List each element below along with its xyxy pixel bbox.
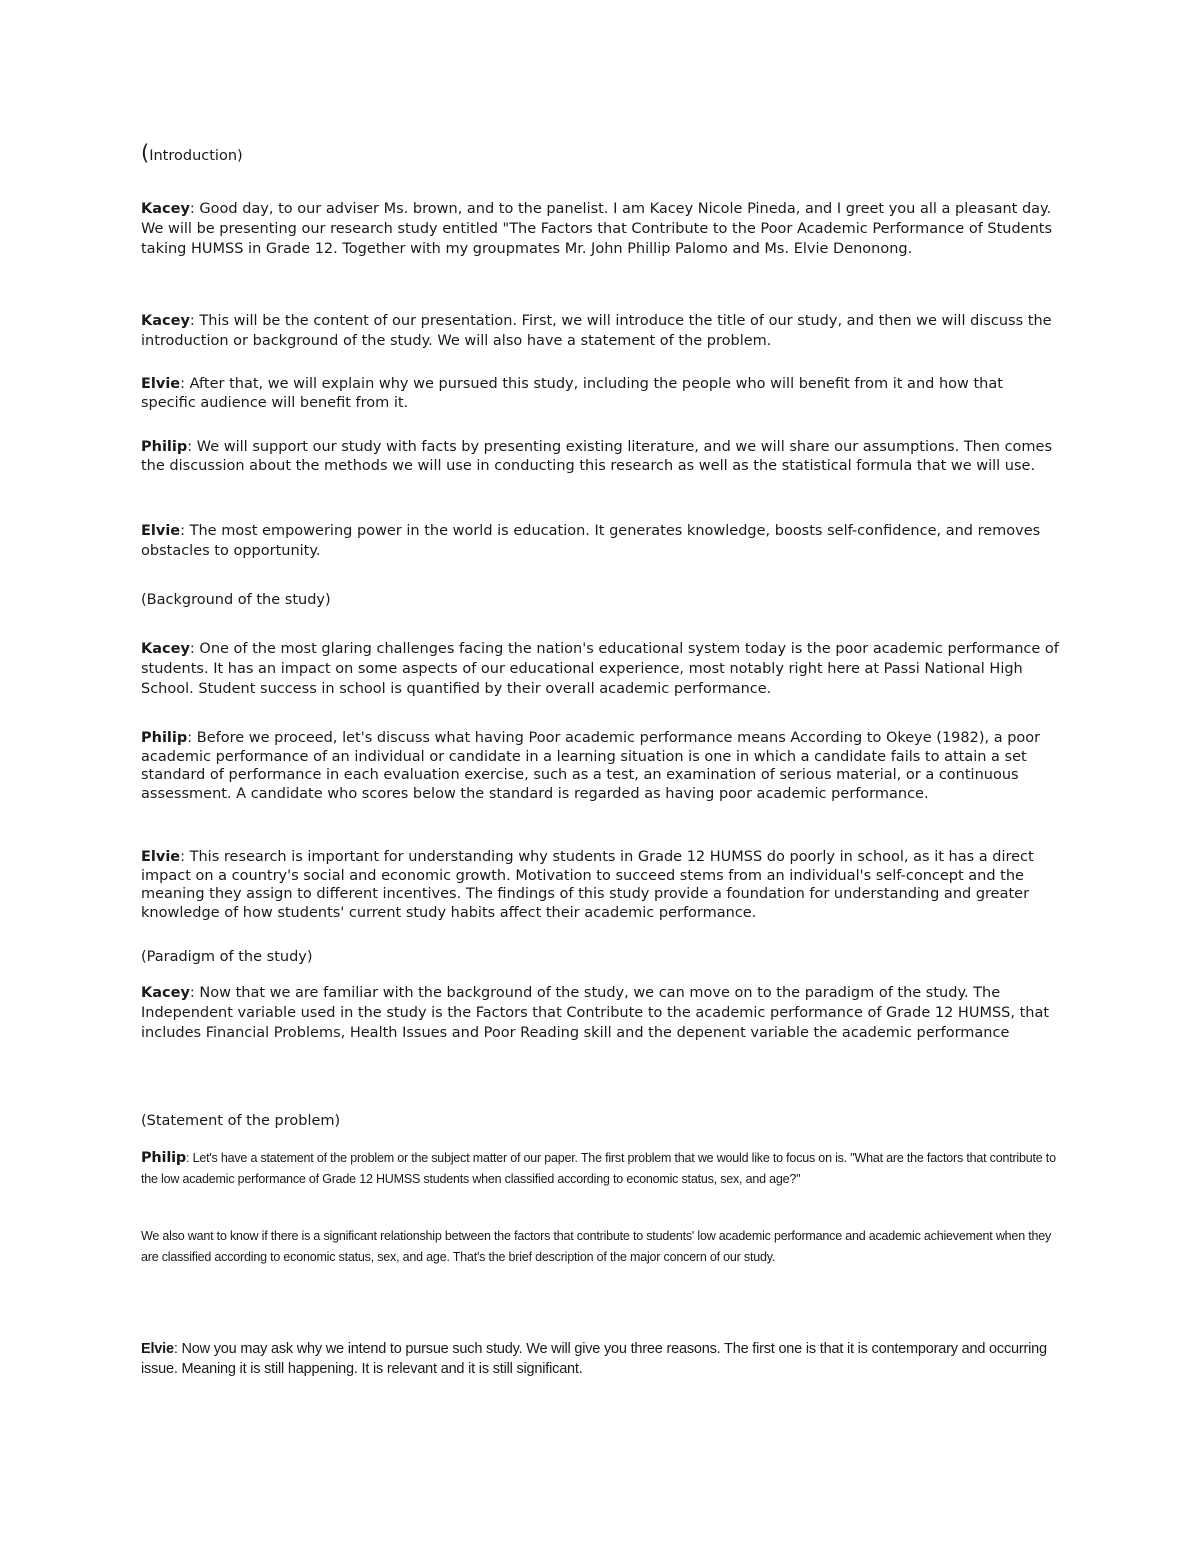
paragraph-philip-problem [141, 1148, 1061, 1189]
paragraph-elvie-education [141, 521, 1061, 561]
paragraph-kacey-greeting [141, 199, 1061, 259]
paragraph-text: : Let's have a statement of the problem or the subject matter of our paper. The first problem that we would like to focus on is. "What are the factors that contribute to the low academic performance of Grade 12 HUMSS students when classified according to economic status, sex, and age?" [141, 1151, 1056, 1186]
paragraph-kacey-challenges [141, 639, 1061, 699]
paragraph-text: : After that, we will explain why we pursued this study, including the people who will benefit from it and how that specific audience will benefit from it. [141, 376, 1003, 411]
speaker-name: Elvie [141, 523, 181, 539]
open-parenthesis: ( [141, 141, 150, 165]
speaker-name: Kacey [141, 641, 190, 657]
paragraph-text: : We will support our study with facts by presenting existing literature, and we will share our assumptions. Then comes the discussion about the methods we will use in conducting this research as well as the statistical formula that we will use. [141, 439, 1053, 474]
speaker-name: Elvie [141, 849, 181, 865]
speaker-name: Kacey [141, 201, 190, 217]
paragraph-kacey-paradigm [141, 983, 1061, 1043]
speaker-name: Elvie [141, 376, 181, 392]
paragraph-text: We also want to know if there is a significant relationship between the factors that contribute to students' low academic performance and academic achievement when they are classified according to economic status, sex, and age. That's the brief description of the major concern of our study. [141, 1229, 1052, 1264]
paragraph-text: : Good day, to our adviser Ms. brown, and to the panelist. I am Kacey Nicole Pineda, and I greet you all a pleasant day. We will be presenting our research study entitled "The Factors that Contribute to the Poor Academic Performance of Students taking HUMSS in Grade 12. Together with my groupmates Mr. John Phillip Palomo and Ms. Elvie Denonong. [141, 201, 1053, 257]
paragraph-kacey-content [141, 311, 1061, 351]
paragraph-philip-definition [141, 729, 1061, 803]
paragraph-elvie-importance [141, 848, 1061, 922]
paragraph-relationship [141, 1226, 1061, 1267]
paragraph-text: : One of the most glaring challenges facing the nation's educational system today is the poor academic performance of students. It has an impact on some aspects of our educational experience, most notably right here at Passi National High School. Student success in school is quantified by their overall academic performance. [141, 641, 1059, 697]
paragraph-elvie-explain [141, 375, 1061, 412]
paragraph-text: : This will be the content of our presentation. First, we will introduce the title of our study, and then we will discuss the introduction or background of the study. We will also have a statement of the problem. [141, 313, 1052, 349]
section-heading-introduction [141, 143, 1061, 166]
speaker-name: Elvie [141, 1341, 174, 1357]
speaker-name: Philip [141, 1150, 187, 1166]
paragraph-elvie-reasons [141, 1339, 1061, 1379]
paragraph-text: : This research is important for understanding why students in Grade 12 HUMSS do poorly in school, as it has a direct impact on a country's social and economic growth. Motivation to succeed stems from an individual's self-concept and the meaning they assign to different incentives. The findings of this study provide a foundation for understanding and greater knowledge of how students' current study habits affect their academic performance. [141, 849, 1034, 921]
speaker-name: Kacey [141, 985, 190, 1001]
section-heading-statement: (Statement of the problem) [141, 1113, 341, 1129]
paragraph-philip-support [141, 438, 1061, 475]
section-heading-background: (Background of the study) [141, 592, 331, 608]
paragraph-text: : Before we proceed, let's discuss what having Poor academic performance means According to Okeye (1982), a poor academic performance of an individual or candidate in a learning situation is one in which a candidate fails to attain a set standard of performance in each evaluation exercise, such as a test, an examination of serious material, or a continuous assessment. A candidate who scores below the standard is regarded as having poor academic performance. [141, 730, 1041, 802]
speaker-name: Philip [141, 730, 188, 746]
paragraph-text: : The most empowering power in the world is education. It generates knowledge, boosts self-confidence, and removes obstacles to opportunity. [141, 523, 1041, 559]
paragraph-text: : Now you may ask why we intend to pursue such study. We will give you three reasons. The first one is that it is contemporary and occurring issue. Meaning it is still happening. It is relevant and it is still significant. [141, 1341, 1047, 1377]
section-heading-paradigm: (Paradigm of the study) [141, 949, 313, 965]
speaker-name: Kacey [141, 313, 190, 329]
paragraph-text: : Now that we are familiar with the background of the study, we can move on to the paradigm of the study. The Independent variable used in the study is the Factors that Contribute to the academic performance of Grade 12 HUMSS, that includes Financial Problems, Health Issues and Poor Reading skill and the depenent variable the academic performance [141, 985, 1050, 1041]
speaker-name: Philip [141, 439, 188, 455]
section-heading-text: Introduction) [149, 148, 243, 164]
